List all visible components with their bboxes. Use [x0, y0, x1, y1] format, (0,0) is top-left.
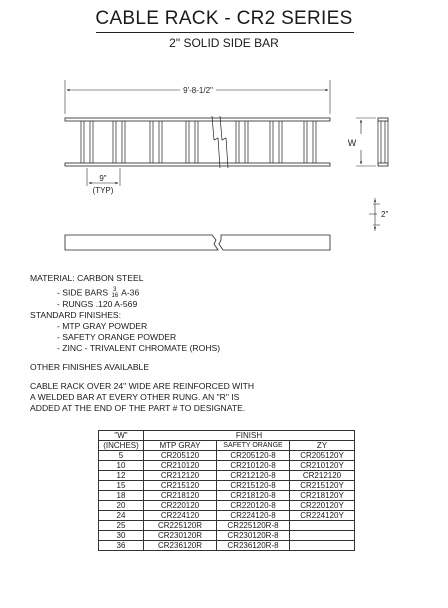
material-line: MATERIAL: CARBON STEEL [30, 273, 144, 283]
note-line: ADDED AT THE END OF THE PART # TO DESIGNATE. [30, 403, 246, 413]
table-row [99, 471, 355, 481]
rack-end-view [378, 118, 388, 166]
rung-spacing-label: 9" [99, 174, 107, 183]
inches-header: (INCHES) [99, 441, 144, 451]
finish-line: - SAFETY ORANGE POWDER [57, 332, 177, 342]
zy-cell: CR218120Y [290, 491, 355, 501]
w-cell: 20 [99, 501, 144, 511]
table-header-row [99, 441, 355, 451]
cable-rack-drawing [0, 0, 448, 270]
side-bar-height-label: 2" [381, 210, 389, 219]
safety-orange-cell: CR220120-8 [217, 501, 290, 511]
table-row [99, 491, 355, 501]
reinforcement-note [30, 381, 254, 414]
side-bars-fraction [111, 287, 118, 299]
rung-spacing-note: (TYP) [92, 186, 114, 195]
finish-header: FINISH [144, 431, 355, 441]
safety-orange-cell: CR215120-8 [217, 481, 290, 491]
rack-plan-view [65, 116, 330, 168]
mtp-gray-cell: CR224120 [144, 511, 217, 521]
page-subtitle: 2" SOLID SIDE BAR [169, 36, 279, 50]
note-line: CABLE RACK OVER 24" WIDE ARE REINFORCED WITH [30, 381, 255, 391]
zy-cell [290, 521, 355, 531]
table-row [99, 451, 355, 461]
width-label: W [347, 138, 357, 148]
safety-orange-cell: CR212120-8 [217, 471, 290, 481]
w-cell: 10 [99, 461, 144, 471]
mtp-gray-cell: CR220120 [144, 501, 217, 511]
rungs-line: - RUNGS .120 A-569 [57, 299, 138, 309]
other-finishes-note: OTHER FINISHES AVAILABLE [30, 362, 150, 372]
side-bars-suffix: A-36 [119, 287, 140, 298]
width-dimension [348, 118, 376, 166]
mtp-gray-cell: CR205120 [144, 451, 217, 461]
overall-length-label: 9'-8-1/2" [183, 86, 213, 95]
mtp-gray-header: MTP GRAY [144, 441, 217, 451]
table-row [99, 531, 355, 541]
table-row [99, 511, 355, 521]
table-header-row [99, 431, 355, 441]
w-cell: 36 [99, 541, 144, 551]
safety-orange-cell: CR236120R-8 [217, 541, 290, 551]
part-number-table [98, 430, 355, 551]
safety-orange-cell: CR224120-8 [217, 511, 290, 521]
safety-orange-cell: CR218120-8 [217, 491, 290, 501]
table-row [99, 521, 355, 531]
table-row [99, 461, 355, 471]
overall-length-dimension [65, 80, 330, 114]
mtp-gray-cell: CR230120R [144, 531, 217, 541]
mtp-gray-cell: CR212120 [144, 471, 217, 481]
specifications [30, 273, 430, 354]
w-cell: 25 [99, 521, 144, 531]
table-row [99, 481, 355, 491]
table-row [99, 501, 355, 511]
table-row [99, 541, 355, 551]
rack-side-view [65, 235, 330, 250]
w-cell: 12 [99, 471, 144, 481]
safety-orange-cell: CR210120-8 [217, 461, 290, 471]
zy-cell [290, 531, 355, 541]
w-cell: 18 [99, 491, 144, 501]
side-bar-height-dimension [369, 198, 388, 231]
zy-cell: CR224120Y [290, 511, 355, 521]
mtp-gray-cell: CR225120R [144, 521, 217, 531]
mtp-gray-cell: CR236120R [144, 541, 217, 551]
zy-cell: CR220120Y [290, 501, 355, 511]
finish-line: - MTP GRAY POWDER [57, 321, 148, 331]
zy-cell: CR212120 [290, 471, 355, 481]
safety-orange-header: SAFETY ORANGE [217, 441, 290, 451]
finish-line: - ZINC - TRIVALENT CHROMATE (ROHS) [57, 343, 221, 353]
safety-orange-cell: CR225120R-8 [217, 521, 290, 531]
w-cell: 5 [99, 451, 144, 461]
w-cell: 24 [99, 511, 144, 521]
table-body [99, 451, 355, 551]
mtp-gray-cell: CR218120 [144, 491, 217, 501]
zy-cell: CR210120Y [290, 461, 355, 471]
safety-orange-cell: CR205120-8 [217, 451, 290, 461]
w-cell: 30 [99, 531, 144, 541]
rung-spacing-dimension [87, 168, 120, 195]
zy-header: ZY [290, 441, 355, 451]
fraction-numerator: 3 [113, 287, 117, 293]
mtp-gray-cell: CR210120 [144, 461, 217, 471]
side-bars-prefix: - SIDE BARS [57, 287, 111, 298]
standard-finishes-heading: STANDARD FINISHES: [30, 310, 122, 320]
zy-cell: CR215120Y [290, 481, 355, 491]
zy-cell: CR205120Y [290, 451, 355, 461]
side-bars-line [30, 287, 430, 299]
note-line: A WELDED BAR AT EVERY OTHER RUNG. AN "R" IS [30, 392, 240, 402]
page-title: CABLE RACK - CR2 SERIES [95, 8, 353, 29]
mtp-gray-cell: CR215120 [144, 481, 217, 491]
fraction-denominator: 16 [111, 293, 119, 299]
w-header: "W" [99, 431, 144, 441]
zy-cell [290, 541, 355, 551]
safety-orange-cell: CR230120R-8 [217, 531, 290, 541]
w-cell: 15 [99, 481, 144, 491]
